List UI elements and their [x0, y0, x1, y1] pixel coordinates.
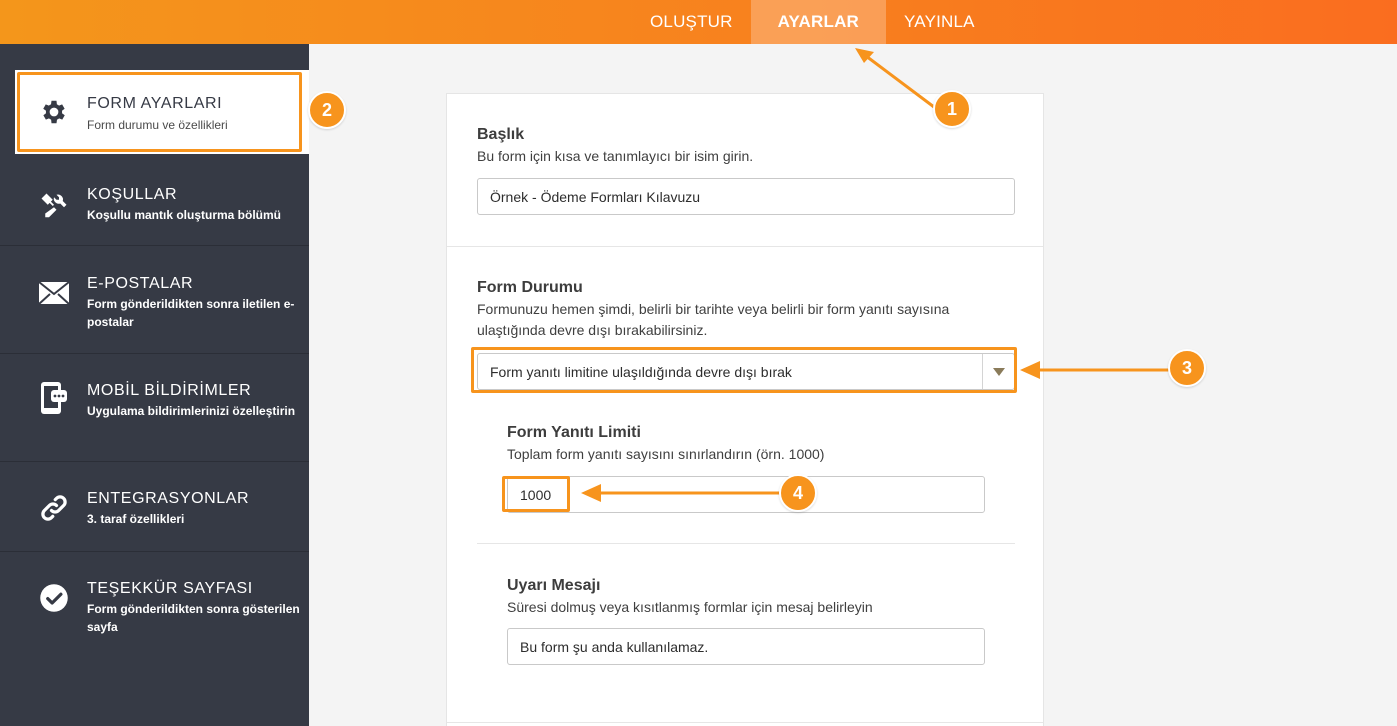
form-status-desc: Formunuzu hemen şimdi, belirli bir tarihte veya belirli bir form yanıtı sayısına ulaştığında devre dışı bırakabilirsiniz. — [477, 301, 950, 338]
top-nav — [632, 0, 993, 44]
link-icon — [38, 492, 70, 524]
sidebar-item-kosullar[interactable] — [0, 154, 309, 246]
tab-olustur[interactable]: OLUŞTUR — [650, 12, 733, 31]
highlight-form-status-select — [471, 347, 1017, 393]
sidebar-item-mobil-bildirimler[interactable] — [0, 354, 309, 462]
annotation-badge-2: 2 — [308, 91, 346, 129]
form-status-label: Form Durumu — [477, 279, 583, 296]
sidebar-item-title: MOBİL BİLDİRİMLER — [87, 382, 252, 399]
sidebar-item-desc: 3. taraf özellikleri — [87, 512, 185, 526]
tools-icon — [38, 190, 70, 222]
title-desc: Bu form için kısa ve tanımlayıcı bir isim girin. — [477, 148, 754, 164]
section-divider — [447, 722, 1043, 723]
check-circle-icon — [38, 582, 70, 614]
sidebar-item-entegrasyonlar[interactable] — [0, 462, 309, 552]
response-limit-desc: Toplam form yanıtı sayısını sınırlandırın (örn. 1000) — [507, 446, 825, 462]
annotation-badge-1: 1 — [933, 90, 971, 128]
annotation-badge-4: 4 — [779, 474, 817, 512]
sidebar-item-title: KOŞULLAR — [87, 186, 178, 203]
warning-message-label: Uyarı Mesajı — [507, 577, 601, 594]
sidebar-item-desc: Form durumu ve özellikleri — [87, 118, 228, 132]
annotation-badge-3: 3 — [1168, 349, 1206, 387]
sidebar-item-tesekkur-sayfasi[interactable] — [0, 552, 309, 652]
envelope-icon — [38, 277, 70, 309]
sidebar-item-title: TEŞEKKÜR SAYFASI — [87, 580, 253, 597]
sidebar-item-desc: Koşullu mantık oluşturma bölümü — [87, 208, 282, 222]
sidebar-item-title: ENTEGRASYONLAR — [87, 490, 250, 507]
sidebar-item-title: E-POSTALAR — [87, 275, 194, 292]
sidebar-item-desc: Uygulama bildirimlerinizi özelleştirin — [87, 404, 296, 418]
sidebar-item-desc: Form gönderildikten sonra gösterilen sayfa — [87, 602, 300, 634]
tab-yayinla[interactable]: YAYINLA — [904, 12, 975, 31]
form-status-select-value: Form yanıtı limitine ulaşıldığında devre dışı bırak — [490, 363, 792, 380]
sidebar-item-desc: Form gönderildikten sonra iletilen e-postalar — [87, 297, 295, 329]
warning-message-desc: Süresi dolmuş veya kısıtlanmış formlar için mesaj belirleyin — [507, 599, 873, 615]
title-label: Başlık — [477, 126, 525, 143]
response-limit-input[interactable]: 1000 — [507, 476, 985, 513]
highlight-form-ayarlari — [17, 72, 302, 152]
response-limit-label: Form Yanıtı Limiti — [507, 424, 641, 441]
title-input[interactable]: Örnek - Ödeme Formları Kılavuzu — [477, 178, 1015, 215]
section-divider — [447, 246, 1043, 247]
highlight-response-limit — [502, 476, 570, 512]
top-bar — [0, 0, 1397, 44]
mobile-notification-icon — [38, 382, 70, 414]
tab-ayarlar[interactable]: AYARLAR — [751, 0, 886, 44]
inner-divider — [477, 543, 1015, 544]
sidebar-item-title: FORM AYARLARI — [87, 95, 223, 112]
warning-message-input[interactable]: Bu form şu anda kullanılamaz. — [507, 628, 985, 665]
sidebar-item-e-postalar[interactable] — [0, 246, 309, 354]
settings-card — [446, 93, 1044, 726]
